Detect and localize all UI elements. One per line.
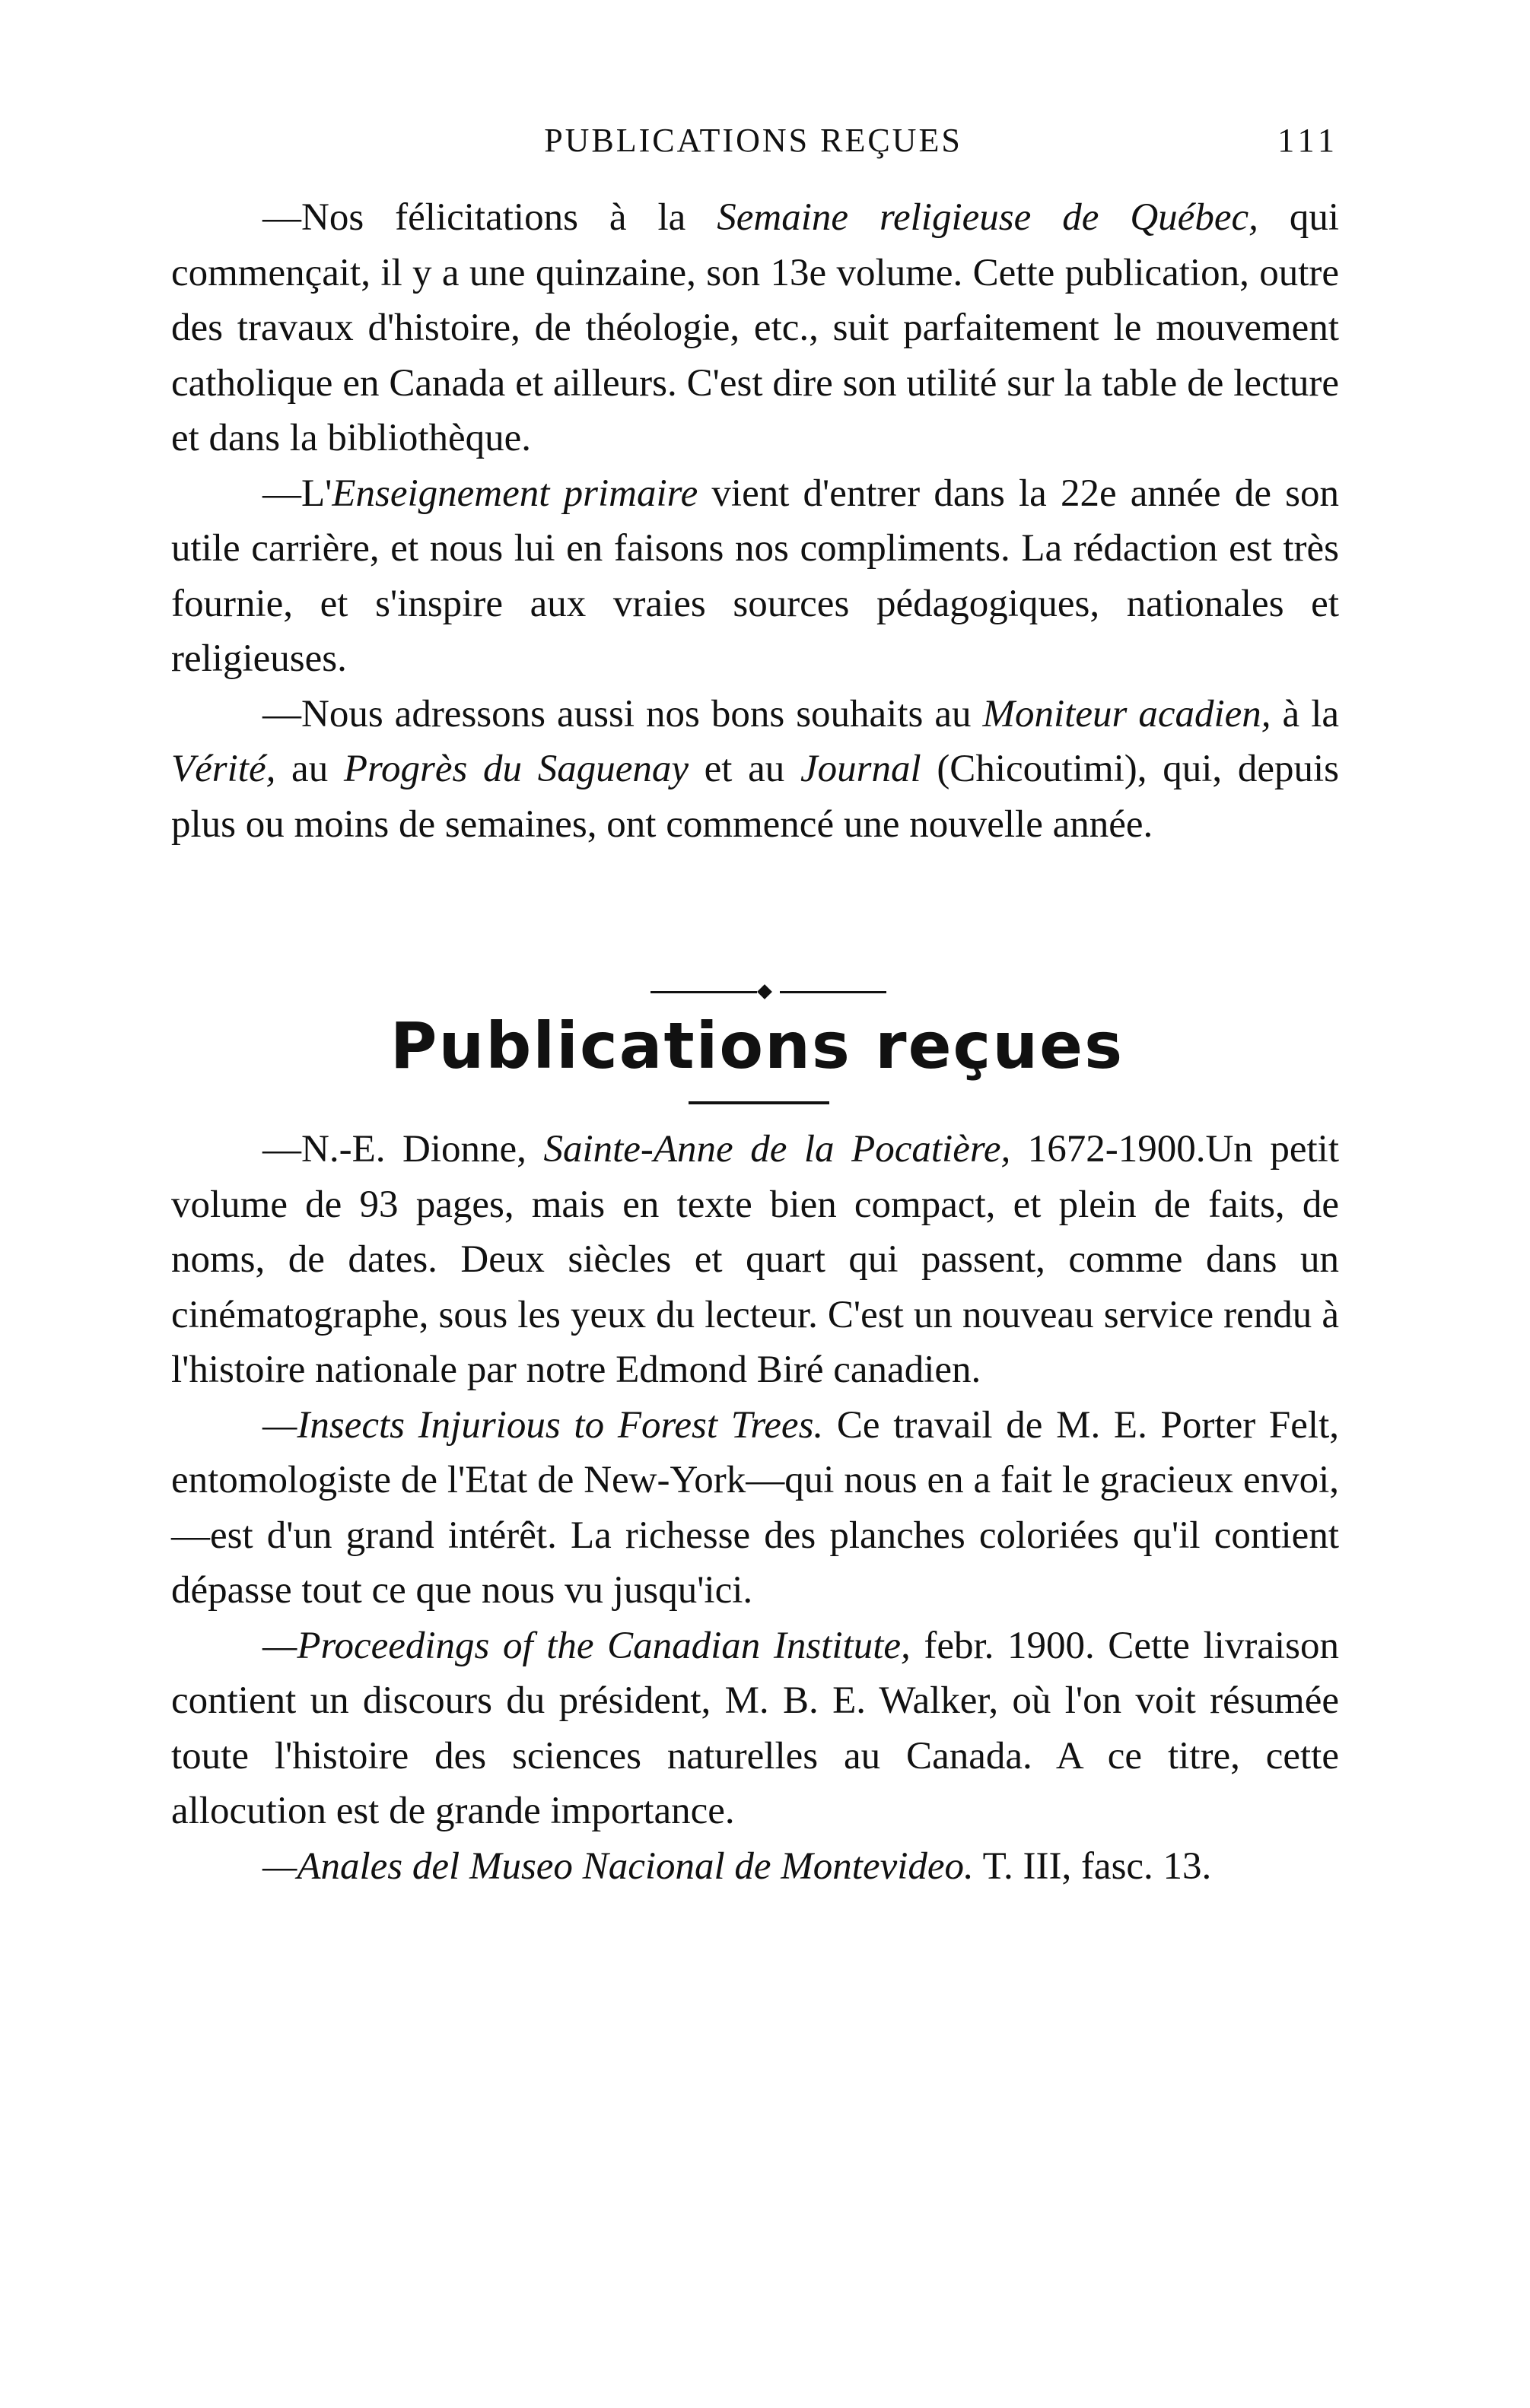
paragraph-enseignement-primaire xyxy=(171,466,1339,687)
italic-title: Progrès du Saguenay xyxy=(343,748,689,790)
text-run: febr. 1900. Cette livraison contient un discours du président, M. B. E. Walker, où l'on voit résumée toute l'histoire des sciences naturelles au Canada. A ce titre, cette allocution est de grande importance. xyxy=(171,1624,1339,1832)
ornament-line-right xyxy=(780,991,886,993)
ornament-line-left xyxy=(650,991,757,993)
paragraph-proceedings xyxy=(171,1619,1339,1839)
text-run: (Chicoutimi), qui, depuis plus ou moins de semaines, ont commencé une nouvelle année. xyxy=(171,748,1339,846)
italic-title: Enseignement primaire xyxy=(332,472,698,515)
text-run: Ce travail de M. E. Porter Felt, entomologiste de l'Etat de New-York—qui nous en a fait le gracieux envoi,—est d'un grand intérêt. La richesse des planches coloriées qu'il contient dépasse tout ce que nous vu jusqu'ici. xyxy=(171,1403,1339,1612)
italic-title: Semaine religieuse de Québec, xyxy=(717,196,1258,239)
text-run: —Nos félicitations à la xyxy=(262,196,717,239)
heading-rule xyxy=(689,1101,829,1104)
paragraph-insects xyxy=(171,1398,1339,1619)
text-run: et au xyxy=(688,748,800,790)
text-run: —N.-E. Dionne, xyxy=(262,1128,544,1171)
text-run: qui commençait, il y a une quinzaine, son 13e volume. Cette publication, outre des travaux d'histoire, de théologie, etc., suit parfaitement le mouvement catholique en Canada et ailleurs. C'est dire son utilité sur la table de lecture et dans la bibliothèque. xyxy=(171,196,1339,459)
section-ornament xyxy=(650,986,886,997)
running-title: PUBLICATIONS REÇUES xyxy=(544,122,962,159)
text-run: —Nous adressons aussi nos bons souhaits au xyxy=(262,692,983,735)
italic-title: Sainte-Anne de la Pocatière, xyxy=(543,1128,1011,1171)
section-heading: Publications reçues xyxy=(390,1009,1124,1083)
text-run: —L' xyxy=(262,472,332,515)
italic-title: —Insects Injurious to Forest Trees. xyxy=(262,1403,824,1447)
italic-title: —Anales del Museo Nacional de Montevideo. xyxy=(262,1844,974,1888)
ornament-diamond xyxy=(757,984,772,999)
italic-title: Moniteur acadien, xyxy=(982,692,1271,735)
text-run: au xyxy=(275,748,344,790)
publications-section xyxy=(171,1122,1339,1894)
italic-title: —Proceedings of the Canadian Institute, xyxy=(262,1624,911,1667)
notes-section xyxy=(171,190,1339,852)
text-run: à la xyxy=(1271,692,1340,735)
italic-title: Vérité, xyxy=(171,748,276,790)
paragraph-dionne xyxy=(171,1122,1339,1398)
paragraph-anales xyxy=(171,1839,1339,1895)
running-head xyxy=(167,114,1339,167)
page-number: 111 xyxy=(1277,122,1339,159)
text-run: T. III, fasc. 13. xyxy=(973,1844,1212,1888)
paragraph-semaine-religieuse xyxy=(171,190,1339,466)
paragraph-bons-souhaits xyxy=(171,687,1339,853)
italic-title: Journal xyxy=(800,748,921,790)
text-run: 1672-1900.Un petit volume de 93 pages, mais en texte bien compact, et plein de faits, de noms, de dates. Deux siècles et quart qui passent, comme dans un cinématographe, sous les yeux du lecteur. C'est un nouveau service rendu à l'histoire nationale par notre Edmond Biré canadien. xyxy=(171,1128,1339,1391)
text-run: vient d'entrer dans la 22e année de son utile carrière, et nous lui en faisons nos compliments. La rédaction est très fournie, et s'inspire aux vraies sources pédagogiques, nationales et religieuses. xyxy=(171,472,1340,680)
